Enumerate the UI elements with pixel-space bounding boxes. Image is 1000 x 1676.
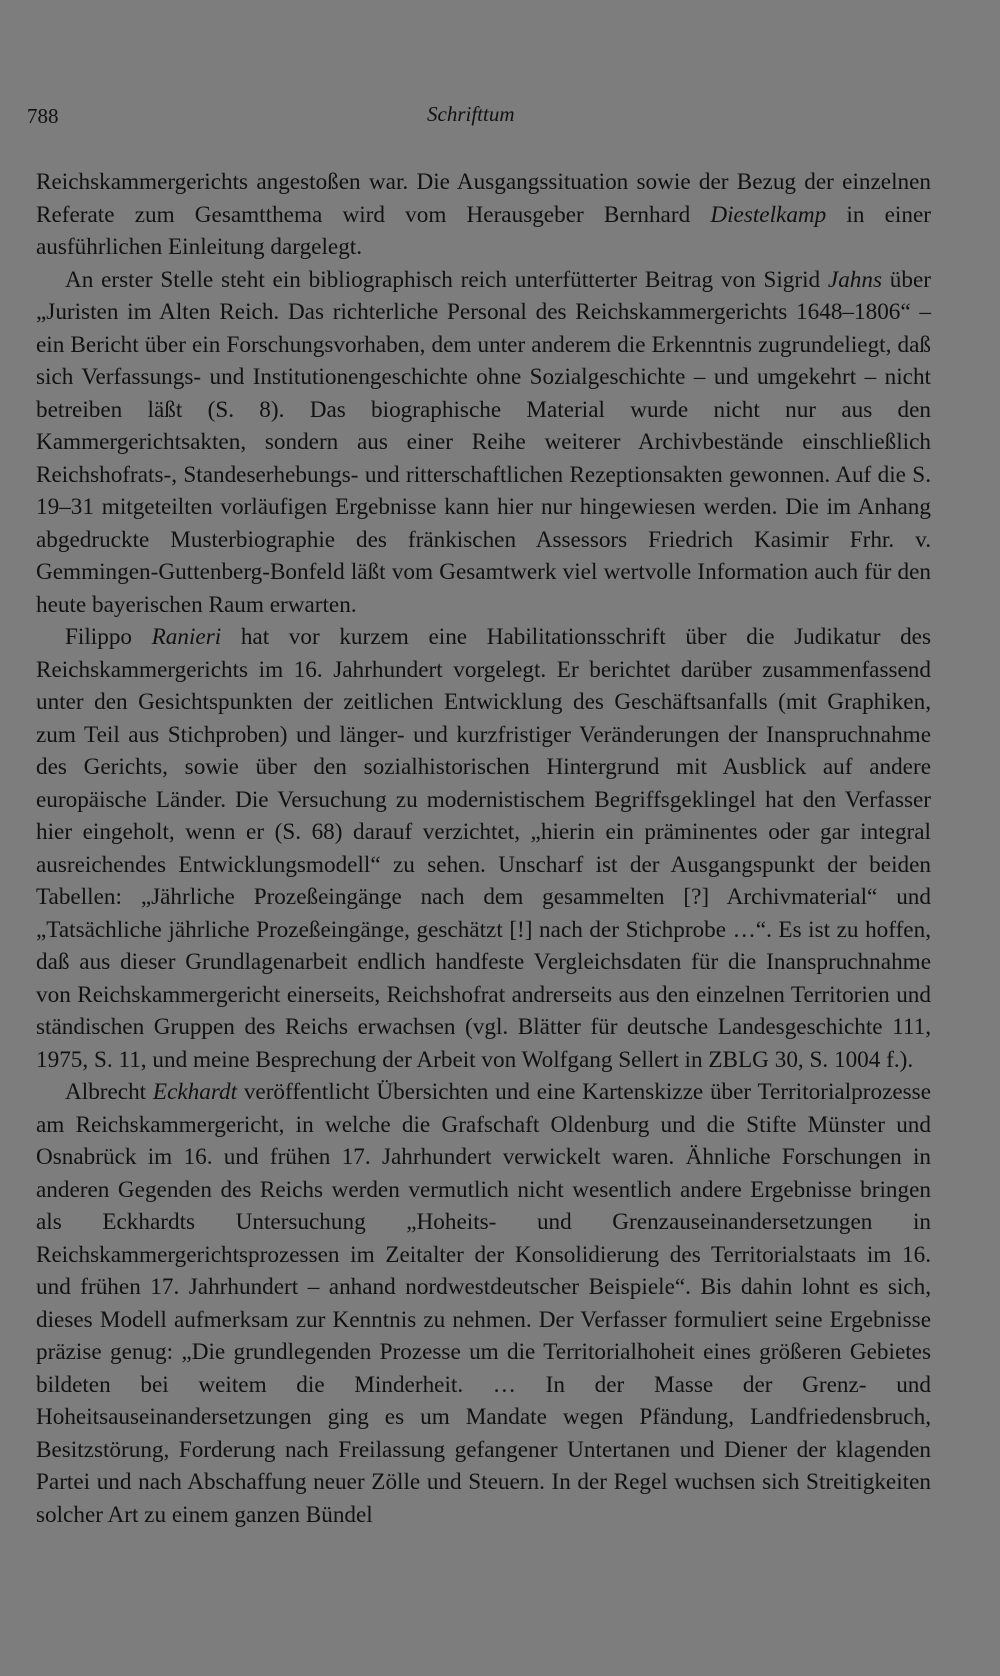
page-header bbox=[27, 102, 527, 132]
author-name-italic: Ranieri bbox=[151, 624, 222, 650]
text-segment: Albrecht bbox=[65, 1079, 153, 1105]
text-segment: in einer ausführlichen Einleitung dargelegt. bbox=[36, 201, 931, 260]
text-segment: hat vor kurzem eine Habilitationsschrift über die Judikatur des Reichskammergerichts im 16. Jahrhundert vorgelegt. Er berichtet darüber zusammenfassend unter den Gesichtspunkten der zeitlichen Entwicklung des Geschäftsanfalls (mit Graphiken, zum Teil aus Stichproben) und länger- und kurzfristiger Veränderungen der Inanspruchnahme des Gerichts, sowie über den sozialhistorischen Hintergrund mit Ausblick auf andere europäische Länder. Die Versuchung zu modernistischem Begriffsgeklingel hat den Verfasser hier eingeholt, wenn er (S. 68) darauf verzichtet, „hierin ein präminentes oder gar integral ausreichendes Entwicklungsmodell“ zu sehen. Unscharf ist der Ausgangspunkt der beiden Tabellen: „Jährliche Prozeßeingänge nach dem gesammelten [?] Archivmaterial“ und „Tatsächliche jährliche Prozeßeingänge, geschätzt [!] nach der Stichprobe …“. Es ist zu hoffen, daß aus dieser Grundlagenarbeit endlich handfeste Vergleichsdaten für die Inanspruchnahme von Reichskammergericht einerseits, Reichshofrat andrerseits aus den einzelnen Territorien und ständischen Gruppen des Reichs erwachsen (vgl. Blätter für deutsche Landesgeschichte 111, 1975, S. 11, und meine Besprechung der Arbeit von Wolfgang Sellert in ZBLG 30, S. 1004 f.). bbox=[36, 624, 931, 1073]
paragraph-eckhardt bbox=[36, 1076, 931, 1531]
text-segment: veröffentlicht Übersichten und eine Kartenskizze über Territorialprozesse am Reichskammergericht, in welche die Grafschaft Oldenburg und die Stifte Münster und Osnabrück im 16. und frühen 17. Jahrhundert verwickelt waren. Ähnliche Forschungen in anderen Gegenden des Reichs werden vermutlich nicht wesentlich andere Ergebnisse bringen als Eckhardts Untersuchung „Hoheits- und Grenzauseinandersetzungen in Reichskammergerichtsprozessen im Zeitalter der Konsolidierung des Territorialstaats im 16. und frühen 17. Jahrhundert – anhand nordwestdeutscher Beispiele“. Bis dahin lohnt es sich, dieses Modell aufmerksam zur Kenntnis zu nehmen. Der Verfasser formuliert seine Ergebnisse präzise genug: „Die grundlegenden Prozesse um die Territorialhoheit eines größeren Gebietes bildeten bei weitem die Minderheit. … In der Masse der Grenz- und Hoheitsauseinandersetzungen ging es um Mandate wegen Pfändung, Landfriedensbruch, Besitzstörung, Forderung nach Freilassung gefangener Untertanen und Diener der klagenden Partei und nach Abschaffung neuer Zölle und Steuern. In der Regel wuchsen sich Streitigkeiten solcher Art zu einem ganzen Bündel bbox=[36, 1079, 931, 1528]
author-name-italic: Jahns bbox=[827, 266, 883, 293]
paragraph-ranieri bbox=[36, 621, 931, 1076]
author-name-italic: Diestelkamp bbox=[710, 201, 827, 228]
running-title: Schrifttum bbox=[427, 102, 515, 126]
text-segment: Filippo bbox=[65, 624, 152, 650]
text-segment: über „Juristen im Alten Reich. Das richterliche Personal des Reichskammergerichts 1648–1806“ – ein Bericht über ein Forschungsvorhaben, dem unter anderem die Erkenntnis zugrundeliegt, daß sich Verfassungs- und Institutionengeschichte ohne Sozialgeschichte – und umgekehrt – nicht betreiben läßt (S. 8). Das biographische Material wurde nicht nur aus den Kammergerichtsakten, sondern aus einer Reihe weiterer Archivbestände einschließlich Reichshofrats-, Standeserhebungs- und ritterschaftlichen Rezeptionsakten gewonnen. Auf die S. 19–31 mitgeteilten vorläufigen Ergebnisse kann hier nur hingewiesen werden. Die im Anhang abgedruckte Musterbiographie des fränkischen Assessors Friedrich Kasimir Frhr. v. Gemmingen-Guttenberg-Bonfeld läßt vom Gesamtwerk viel wertvolle Information auch für den heute bayerischen Raum erwarten. bbox=[36, 266, 932, 618]
page-number: 788 bbox=[27, 104, 59, 128]
author-name-italic: Eckhardt bbox=[152, 1079, 238, 1105]
paragraph-jahns bbox=[36, 264, 931, 622]
text-segment: An erster Stelle steht ein bibliographisch reich unterfütterter Beitrag von Sigrid bbox=[65, 266, 828, 293]
text-segment: Reichskammergerichts angestoßen war. Die Ausgangssituation sowie der Bezug der einzelnen Referate zum Gesamtthema wird vom Herausgeber Bernhard bbox=[36, 169, 931, 228]
paragraph-continuation bbox=[36, 166, 931, 264]
body-text bbox=[36, 166, 931, 1531]
